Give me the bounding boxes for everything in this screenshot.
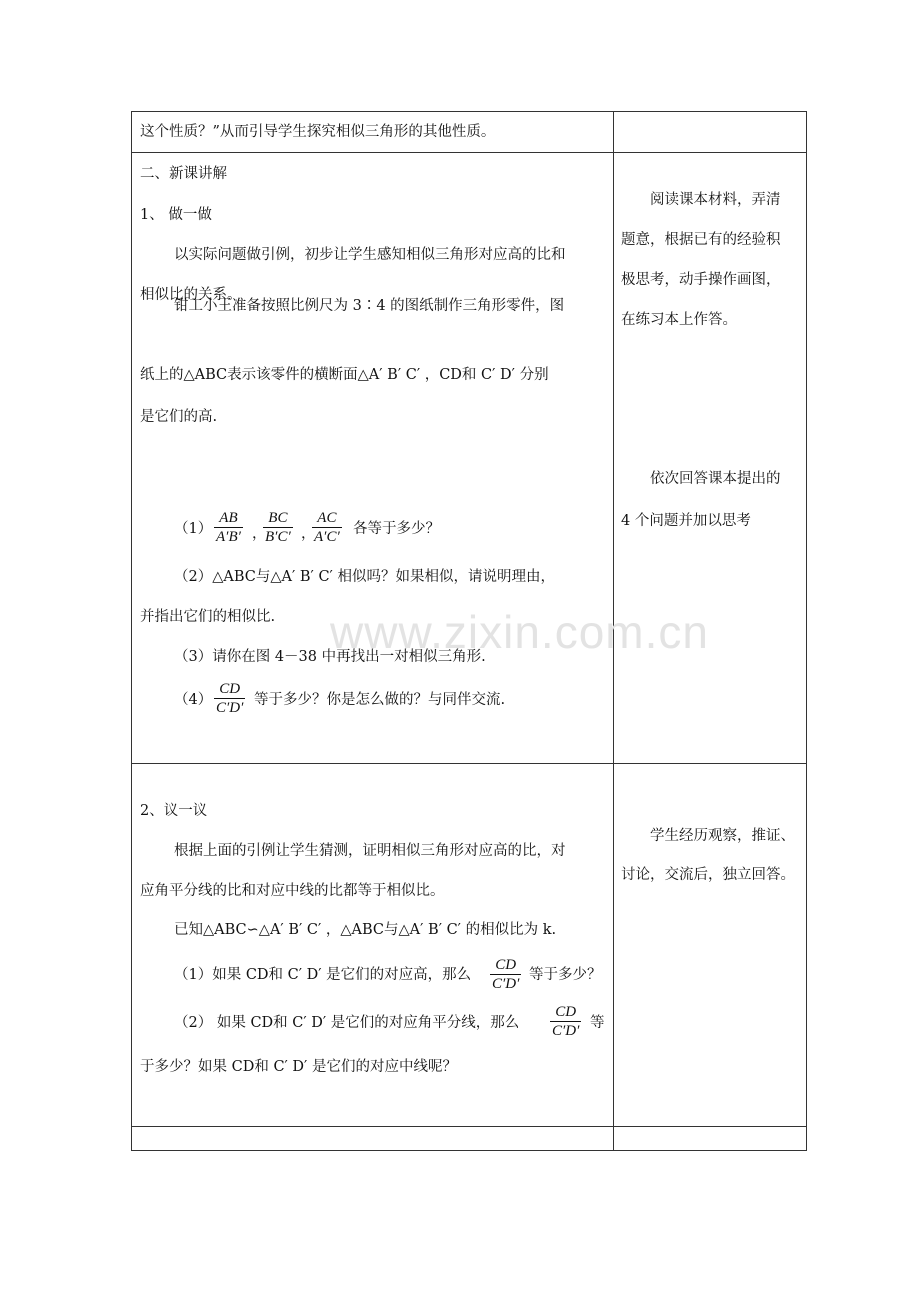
student-activity-text: 阅读课本材料，弄清 <box>650 192 781 208</box>
fraction-denominator: B′C′ <box>265 529 291 545</box>
question-3-text: （3）请你在图 4－38 中再找出一对相似三角形. <box>174 649 486 665</box>
problem-text: 纸上的△ABC表示该零件的横断面△A′ B′ C′ ，CD和 C′ D′ 分别 <box>140 367 549 383</box>
subsection-title: 2、议一议 <box>140 803 208 819</box>
fraction-denominator: C′D′ <box>552 1023 580 1039</box>
question-1-label: （1） <box>174 521 213 537</box>
problem-1-text: 等于多少？ <box>529 967 602 983</box>
section-title: 二、新课讲解 <box>140 166 227 182</box>
fraction-cd <box>214 680 245 717</box>
question-4-text: 等于多少？你是怎么做的？与同伴交流. <box>254 692 506 708</box>
question-1-text: 各等于多少？ <box>353 521 440 537</box>
problem-2-text: （2） 如果 CD和 C′ D′ 是它们的对应角平分线，那么 <box>174 1015 520 1031</box>
problem-text: 是它们的高. <box>140 409 218 425</box>
fraction-cd <box>550 1003 581 1040</box>
intro-text: 相似比的关系。 <box>140 287 242 303</box>
row-divider <box>132 1126 806 1127</box>
fraction-denominator: C′D′ <box>492 976 520 992</box>
fraction-denominator: A′C′ <box>314 529 340 545</box>
problem-2-text: 等 <box>590 1015 605 1031</box>
row1-text: 这个性质？”从而引导学生探究相似三角形的其他性质。 <box>140 124 496 140</box>
problem-text: 钳工小王准备按照比例尺为 3∶4 的图纸制作三角形零件，图 <box>174 298 565 314</box>
comma: ， <box>252 526 267 542</box>
lesson-table <box>131 111 807 1151</box>
fraction-denominator: C′D′ <box>216 700 244 716</box>
guide-text: 应角平分线的比和对应中线的比都等于相似比。 <box>140 883 445 899</box>
fraction-ab <box>214 509 243 546</box>
fraction-cd <box>490 956 521 993</box>
question-2-text: 并指出它们的相似比. <box>140 609 276 625</box>
watermark: www.zixin.com.cn <box>330 606 709 658</box>
intro-text: 以实际问题做引例，初步让学生感知相似三角形对应高的比和 <box>174 247 566 263</box>
problem-1-text: （1）如果 CD和 C′ D′ 是它们的对应高，那么 <box>174 967 472 983</box>
student-activity-text: 讨论，交流后，独立回答。 <box>621 867 795 883</box>
fraction-numerator: CD <box>555 1004 577 1020</box>
subsection-title: 1、 做一做 <box>140 207 212 223</box>
fraction-numerator: CD <box>495 957 517 973</box>
fraction-ac <box>312 509 342 546</box>
question-4-label: （4） <box>174 692 213 708</box>
student-activity-text: 依次回答课本提出的 <box>650 471 781 487</box>
student-activity-text: 题意，根据已有的经验积 <box>621 232 781 248</box>
given-text: 已知△ABC∽△A′ B′ C′ ，△ABC与△A′ B′ C′ 的相似比为 k. <box>174 922 557 938</box>
fraction-numerator: CD <box>219 681 241 697</box>
fraction-numerator: AB <box>219 510 238 526</box>
student-activity-text: 在练习本上作答。 <box>621 312 737 328</box>
student-activity-text: 极思考，动手操作画图， <box>621 272 781 288</box>
student-activity-text: 学生经历观察，推证、 <box>650 828 795 844</box>
column-divider <box>613 112 614 1150</box>
guide-text: 根据上面的引例让学生猜测，证明相似三角形对应高的比，对 <box>174 843 566 859</box>
fraction-bc <box>263 509 293 546</box>
fraction-numerator: BC <box>268 510 288 526</box>
row-divider <box>132 152 806 153</box>
student-activity-text: 4 个问题并加以思考 <box>621 513 751 529</box>
problem-2-text: 于多少？如果 CD和 C′ D′ 是它们的对应中线呢？ <box>140 1059 457 1075</box>
row-divider <box>132 763 806 764</box>
comma: ， <box>301 526 316 542</box>
fraction-numerator: AC <box>317 510 337 526</box>
question-2-text: （2）△ABC与△A′ B′ C′ 相似吗？如果相似，请说明理由， <box>174 569 555 585</box>
fraction-denominator: A′B′ <box>216 529 241 545</box>
